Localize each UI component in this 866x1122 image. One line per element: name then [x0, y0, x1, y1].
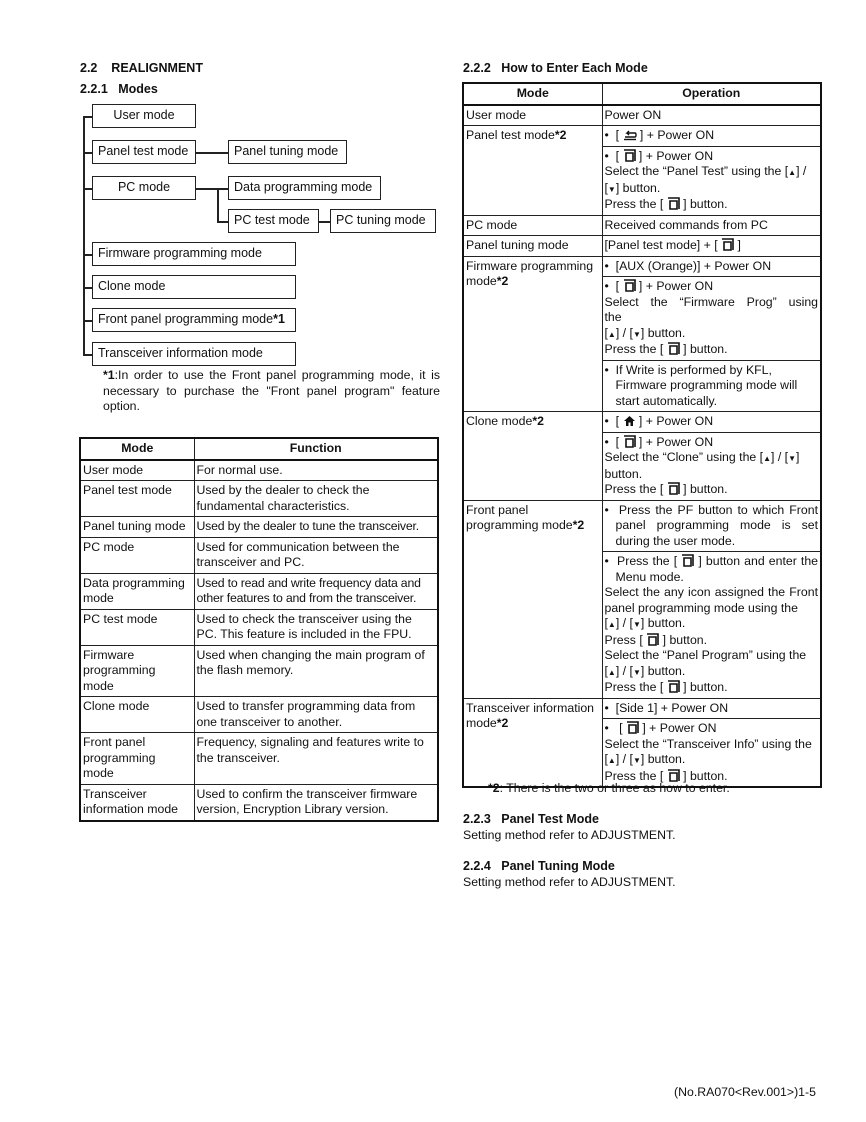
table-row [80, 697, 438, 733]
table-row [80, 460, 438, 481]
table-row [80, 609, 438, 645]
diagram-firmware-programming-mode: Firmware programming mode [92, 242, 296, 266]
menu-icon [667, 197, 680, 210]
menu-icon [646, 633, 659, 646]
bullet-icon: • [604, 279, 609, 293]
operation-text: ] button. [640, 663, 686, 678]
menu-icon [667, 482, 680, 495]
operation-cell: Power ON [602, 105, 821, 126]
bullet-icon: • [604, 414, 609, 428]
footnote-mark: *1 [273, 312, 285, 326]
mode-label: Front panel programming mode [466, 502, 573, 532]
operation-cell [602, 236, 821, 257]
connector-line [196, 152, 229, 154]
footnote-2 [488, 781, 730, 797]
operation-text: Select the “Clone” using the [ [604, 450, 764, 464]
section-title: REALIGNMENT [111, 61, 203, 75]
bullet-icon: • [604, 434, 609, 449]
mode-cell: Transceiver information mode [80, 784, 194, 821]
footnote-mark: *2 [488, 781, 500, 795]
column-header-function: Function [194, 438, 438, 460]
table-row [463, 215, 821, 236]
operation-text: ] button and enter the Menu mode. [615, 554, 819, 584]
operation-text: button. [604, 466, 643, 481]
operation-text: Press the PF button to which Front panel programming mode is set during the user mode. [615, 502, 818, 548]
menu-icon [667, 680, 680, 693]
operation-text: ] / [796, 164, 807, 178]
bracket: [ [604, 663, 608, 678]
table-row [80, 517, 438, 538]
section-number: 2.2.3 [463, 812, 491, 826]
up-arrow-icon: ▲ [607, 329, 616, 339]
table-row [463, 256, 821, 277]
section-number: 2.2 [80, 61, 98, 75]
return-arrow-icon [623, 129, 637, 141]
connector-line [217, 188, 219, 222]
up-arrow-icon: ▲ [763, 454, 772, 463]
diagram-pc-test-mode: PC test mode [228, 209, 319, 233]
operation-text: Press the [ [604, 197, 664, 211]
down-arrow-icon: ▼ [632, 329, 641, 339]
mode-cell: PC test mode [80, 609, 194, 645]
operation-text: ] [737, 238, 741, 252]
modes-number: 2.2.1 [80, 82, 108, 96]
function-cell: Used when changing the main program of the flash memory. [194, 645, 438, 697]
panel-test-heading [463, 812, 599, 828]
operation-text: Press the [ [617, 554, 678, 568]
connector-line [196, 188, 229, 190]
table-row [80, 784, 438, 821]
operation-text: ] + Power ON [639, 128, 715, 142]
bracket: [ [615, 414, 620, 428]
mode-function-table [79, 437, 439, 822]
operation-text: Press the [ [604, 680, 664, 694]
enter-title: How to Enter Each Mode [501, 61, 648, 75]
panel-test-body: Setting method refer to ADJUSTMENT. [463, 828, 676, 842]
operation-text: Press the [ [604, 482, 664, 496]
down-arrow-icon: ▼ [632, 756, 641, 765]
diagram-data-programming-mode: Data programming mode [228, 176, 381, 200]
separator: ] / [ [615, 752, 633, 766]
table-row [80, 481, 438, 517]
bullet-icon: • [604, 721, 609, 735]
footnote-mark: *2 [572, 518, 585, 532]
operation-cell [602, 360, 821, 412]
operation-text: [AUX (Orange)] + Power ON [615, 258, 772, 273]
operation-cell [602, 719, 821, 788]
menu-icon [623, 279, 636, 292]
diagram-pc-mode: PC mode [92, 176, 196, 200]
column-header-operation: Operation [602, 83, 821, 105]
bullet-icon: • [604, 700, 609, 715]
section-title: Panel Tuning Mode [501, 859, 615, 873]
section-heading [80, 61, 203, 77]
up-arrow-icon: ▲ [607, 620, 616, 629]
function-cell: Used to transfer programming data from one transceiver to another. [194, 697, 438, 733]
bracket: [ [615, 148, 620, 163]
operation-text: ] button. [640, 752, 686, 766]
bullet-icon: • [604, 258, 609, 273]
bracket: [ [604, 752, 608, 766]
operation-text: ] / [ [771, 450, 789, 464]
diagram-panel-tuning-mode: Panel tuning mode [228, 140, 347, 164]
operation-text: Select the “Firmware Prog” using the [604, 294, 818, 324]
section-number: 2.2.4 [463, 859, 491, 873]
enter-mode-table [462, 82, 822, 788]
mode-cell [463, 126, 602, 216]
operation-text: ] + Power ON [638, 434, 714, 449]
operation-cell [602, 552, 821, 699]
diagram-clone-mode: Clone mode [92, 275, 296, 299]
mode-cell: Panel tuning mode [463, 236, 602, 257]
operation-text: ] button. [640, 616, 686, 630]
mode-cell: Data programming mode [80, 573, 194, 609]
operation-text: ] button. [683, 680, 728, 694]
menu-icon [681, 554, 694, 567]
mode-cell [463, 698, 602, 787]
menu-icon [721, 238, 734, 251]
function-cell: Used to confirm the transceiver firmware version, Encryption Library version. [194, 784, 438, 821]
footnote-mark: *2 [532, 414, 544, 428]
operation-text: ] button. [662, 632, 708, 647]
bracket: [ [604, 616, 608, 630]
home-icon [623, 415, 636, 427]
bullet-icon: • [604, 554, 609, 568]
table-row [80, 537, 438, 573]
operation-cell [602, 277, 821, 361]
mode-cell [463, 500, 602, 698]
table-row [463, 126, 821, 147]
operation-cell [602, 412, 821, 433]
diagram-transceiver-information-mode: Transceiver information mode [92, 342, 296, 366]
panel-tuning-body: Setting method refer to ADJUSTMENT. [463, 875, 676, 889]
table-row [463, 698, 821, 719]
footnote-1 [103, 368, 440, 415]
mode-cell: Firmware programming mode [80, 645, 194, 697]
operation-text: Select the “Panel Program” using the [604, 648, 807, 662]
menu-icon [667, 342, 680, 355]
operation-text: Press [ [604, 632, 643, 647]
operation-text: Press the [ [604, 768, 664, 783]
footnote-text: :In order to use the Front panel programming mode, it is necessary to purchase the "Front panel program" feature option. [103, 368, 440, 414]
modes-title: Modes [118, 82, 158, 96]
operation-text: ] button. [683, 197, 728, 211]
footnote-mark: *2 [496, 274, 509, 288]
modes-heading [80, 82, 158, 98]
bullet-icon: • [604, 502, 609, 517]
table-row [463, 412, 821, 433]
box-label: Front panel programming mode [98, 312, 274, 326]
operation-text: ] button. [683, 342, 728, 356]
column-header-mode: Mode [80, 438, 194, 460]
function-cell: Used by the dealer to check the fundamental characteristics. [194, 481, 438, 517]
operation-text: Select the “Transceiver Info” using the [604, 736, 812, 751]
footnote-mark: *1 [103, 368, 115, 382]
operation-text: Press the [ [604, 342, 664, 356]
panel-tuning-heading [463, 859, 615, 875]
bullet-icon: • [604, 128, 609, 142]
function-cell: Used to read and write frequency data and other features to and from the transceiver. [194, 573, 438, 609]
operation-text: Select the any icon assigned the Front panel programming mode using the [604, 585, 818, 615]
bracket: [ [615, 279, 620, 293]
table-row [80, 733, 438, 785]
diagram-user-mode: User mode [92, 104, 196, 128]
separator: ] / [ [615, 663, 633, 678]
bracket: [ [619, 721, 623, 735]
footnote-mark: *2 [496, 716, 509, 730]
operation-cell [602, 500, 821, 552]
enter-number: 2.2.2 [463, 61, 491, 75]
mode-cell: PC mode [463, 215, 602, 236]
page-footer: (No.RA070<Rev.001>)1-5 [674, 1085, 816, 1099]
mode-label: Panel test mode [466, 128, 555, 142]
bullet-icon: • [604, 148, 609, 163]
mode-cell: Panel test mode [80, 481, 194, 517]
diagram-panel-test-mode: Panel test mode [92, 140, 196, 164]
operation-cell [602, 698, 821, 719]
menu-icon [626, 721, 639, 734]
enter-heading [463, 61, 648, 77]
down-arrow-icon: ▼ [632, 620, 641, 629]
operation-cell [602, 146, 821, 215]
operation-text: ] + Power ON [638, 148, 714, 163]
operation-text: If Write is performed by KFL, Firmware programming mode will start automatically. [615, 362, 798, 408]
section-title: Panel Test Mode [501, 812, 599, 826]
operation-text: ] + Power ON [638, 279, 714, 293]
operation-text: ] + Power ON [638, 414, 714, 428]
table-row [463, 105, 821, 126]
function-cell: Used for communication between the transceiver and PC. [194, 537, 438, 573]
operation-cell [602, 432, 821, 500]
mode-label: Firmware programming mode [466, 258, 594, 288]
mode-label: Clone mode [466, 414, 533, 428]
function-cell: Used to check the transceiver using the PC. This feature is included in the FPU. [194, 609, 438, 645]
table-row [80, 573, 438, 609]
down-arrow-icon: ▼ [607, 184, 616, 194]
operation-cell: Received commands from PC [602, 215, 821, 236]
menu-icon [623, 435, 636, 448]
menu-icon [623, 149, 636, 162]
up-arrow-icon: ▲ [607, 667, 616, 677]
separator: ] / [ [615, 325, 633, 340]
diagram-pc-tuning-mode: PC tuning mode [330, 209, 436, 233]
operation-text: ] button. [640, 325, 686, 340]
footnote-text: : There is the two or three as how to enter. [499, 781, 730, 795]
separator: ] / [ [615, 616, 633, 630]
operation-text: ] button. [615, 180, 661, 195]
bracket: [ [615, 128, 620, 142]
up-arrow-icon: ▲ [607, 756, 616, 765]
up-arrow-icon: ▲ [788, 168, 797, 177]
mode-cell: Panel tuning mode [80, 517, 194, 538]
table-row [463, 236, 821, 257]
column-header-mode: Mode [463, 83, 602, 105]
bullet-icon: • [604, 362, 609, 377]
function-cell: Frequency, signaling and features write to the transceiver. [194, 733, 438, 785]
operation-text: ] [796, 450, 800, 464]
operation-cell [602, 256, 821, 277]
mode-cell [463, 412, 602, 501]
operation-cell [602, 126, 821, 147]
table-row [463, 500, 821, 552]
mode-label: Transceiver information mode [466, 700, 595, 730]
operation-text: Select the “Panel Test” using the [ [604, 164, 789, 178]
bracket: [ [615, 434, 620, 449]
mode-cell: User mode [463, 105, 602, 126]
operation-text: [Side 1] + Power ON [615, 700, 729, 715]
operation-text: ] + Power ON [642, 721, 717, 735]
mode-cell: Front panel programming mode [80, 733, 194, 785]
table-row [80, 645, 438, 697]
mode-cell [463, 256, 602, 412]
mode-cell: User mode [80, 460, 194, 481]
function-cell: For normal use. [194, 460, 438, 481]
mode-cell: PC mode [80, 537, 194, 573]
function-cell: Used by the dealer to tune the transceiver. [194, 517, 438, 538]
diagram-front-panel-programming-mode [92, 308, 296, 332]
bracket: [ [604, 180, 608, 195]
down-arrow-icon: ▼ [788, 454, 797, 463]
mode-cell: Clone mode [80, 697, 194, 733]
operation-text: [Panel test mode] + [ [604, 238, 718, 252]
footnote-mark: *2 [554, 128, 567, 142]
operation-text: ] button. [683, 768, 728, 783]
menu-icon [667, 769, 680, 782]
down-arrow-icon: ▼ [632, 667, 641, 677]
operation-text: ] button. [683, 482, 728, 496]
bracket: [ [604, 325, 608, 340]
